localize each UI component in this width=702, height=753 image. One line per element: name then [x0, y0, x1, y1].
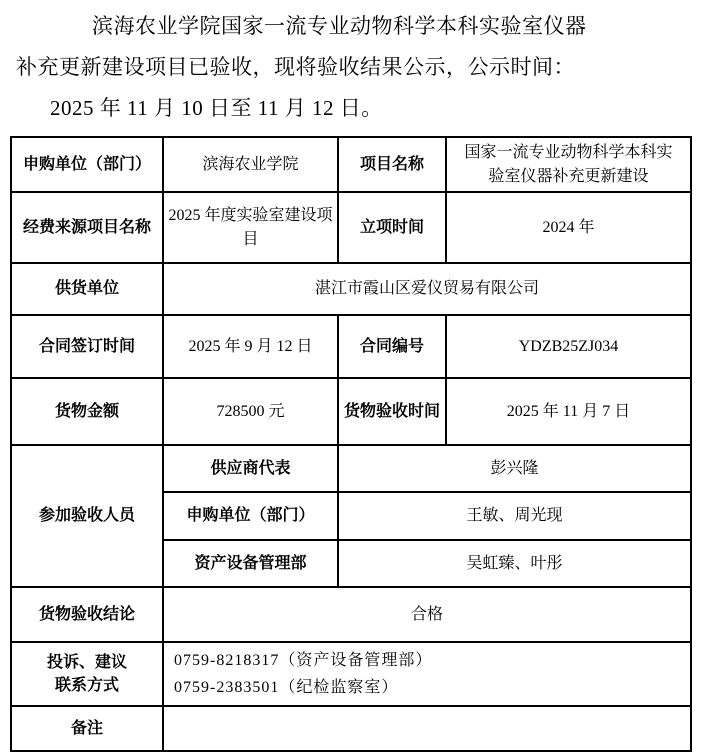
goods-amount-label: 货物金额	[11, 378, 163, 445]
acceptance-date-label: 货物验收时间	[338, 378, 446, 445]
contact-phone-discipline-office: 0759-2383501（纪检监察室）	[174, 679, 399, 697]
contact-label	[11, 642, 163, 706]
participant-role-purchasing-unit: 申购单位（部门）	[163, 492, 338, 540]
contract-number-value: YDZB25ZJ034	[446, 315, 691, 378]
contract-date-value: 2025 年 9 月 12 日	[163, 315, 338, 378]
acceptance-result-table	[10, 136, 692, 752]
conclusion-label: 货物验收结论	[11, 587, 163, 642]
contact-label-line-2: 联系方式	[54, 677, 119, 695]
announcement-paragraph	[0, 0, 702, 129]
table-row	[11, 137, 691, 192]
funding-source-label: 经费来源项目名称	[11, 192, 163, 263]
supplier-label: 供货单位	[11, 263, 163, 315]
participant-role-asset-dept: 资产设备管理部	[163, 540, 338, 587]
table-row	[11, 263, 691, 315]
table-row	[11, 445, 691, 492]
announcement-line-3: 2025 年 11 月 10 日至 11 月 12 日。	[50, 96, 383, 120]
table-row	[11, 642, 691, 706]
contact-value	[163, 642, 691, 706]
approval-time-label: 立项时间	[338, 192, 446, 263]
participant-names-purchasing-unit: 王敏、周光现	[338, 492, 691, 540]
approval-time-value: 2024 年	[446, 192, 691, 263]
project-name-label: 项目名称	[338, 137, 446, 192]
table-row	[11, 315, 691, 378]
contract-number-label: 合同编号	[338, 315, 446, 378]
table-row	[11, 587, 691, 642]
participants-label: 参加验收人员	[11, 445, 163, 587]
participant-names-supplier-rep: 彭兴隆	[338, 445, 691, 492]
announcement-line-1: 滨海农业学院国家一流专业动物科学本科实验室仪器	[92, 14, 587, 38]
remark-value	[163, 706, 691, 751]
goods-amount-value: 728500 元	[163, 378, 338, 445]
remark-label: 备注	[11, 706, 163, 751]
announcement-line-2: 补充更新建设项目已验收，现将验收结果公示，公示时间：	[16, 55, 575, 79]
project-name-value: 国家一流专业动物科学本科实验室仪器补充更新建设	[446, 137, 691, 192]
table-row	[11, 378, 691, 445]
purchasing-unit-label: 申购单位（部门）	[11, 137, 163, 192]
acceptance-date-value: 2025 年 11 月 7 日	[446, 378, 691, 445]
contact-label-line-1: 投诉、建议	[46, 654, 127, 671]
table-row	[11, 192, 691, 263]
funding-source-value: 2025 年度实验室建设项目	[163, 192, 338, 263]
conclusion-value: 合格	[163, 587, 691, 642]
contact-phone-asset-dept: 0759-8218317（资产设备管理部）	[174, 652, 433, 669]
purchasing-unit-value: 滨海农业学院	[163, 137, 338, 192]
table-row	[11, 706, 691, 751]
supplier-value: 湛江市霞山区爱仪贸易有限公司	[163, 263, 691, 315]
participant-role-supplier-rep: 供应商代表	[163, 445, 338, 492]
participant-names-asset-dept: 吴虹臻、叶彤	[338, 540, 691, 587]
contract-date-label: 合同签订时间	[11, 315, 163, 378]
